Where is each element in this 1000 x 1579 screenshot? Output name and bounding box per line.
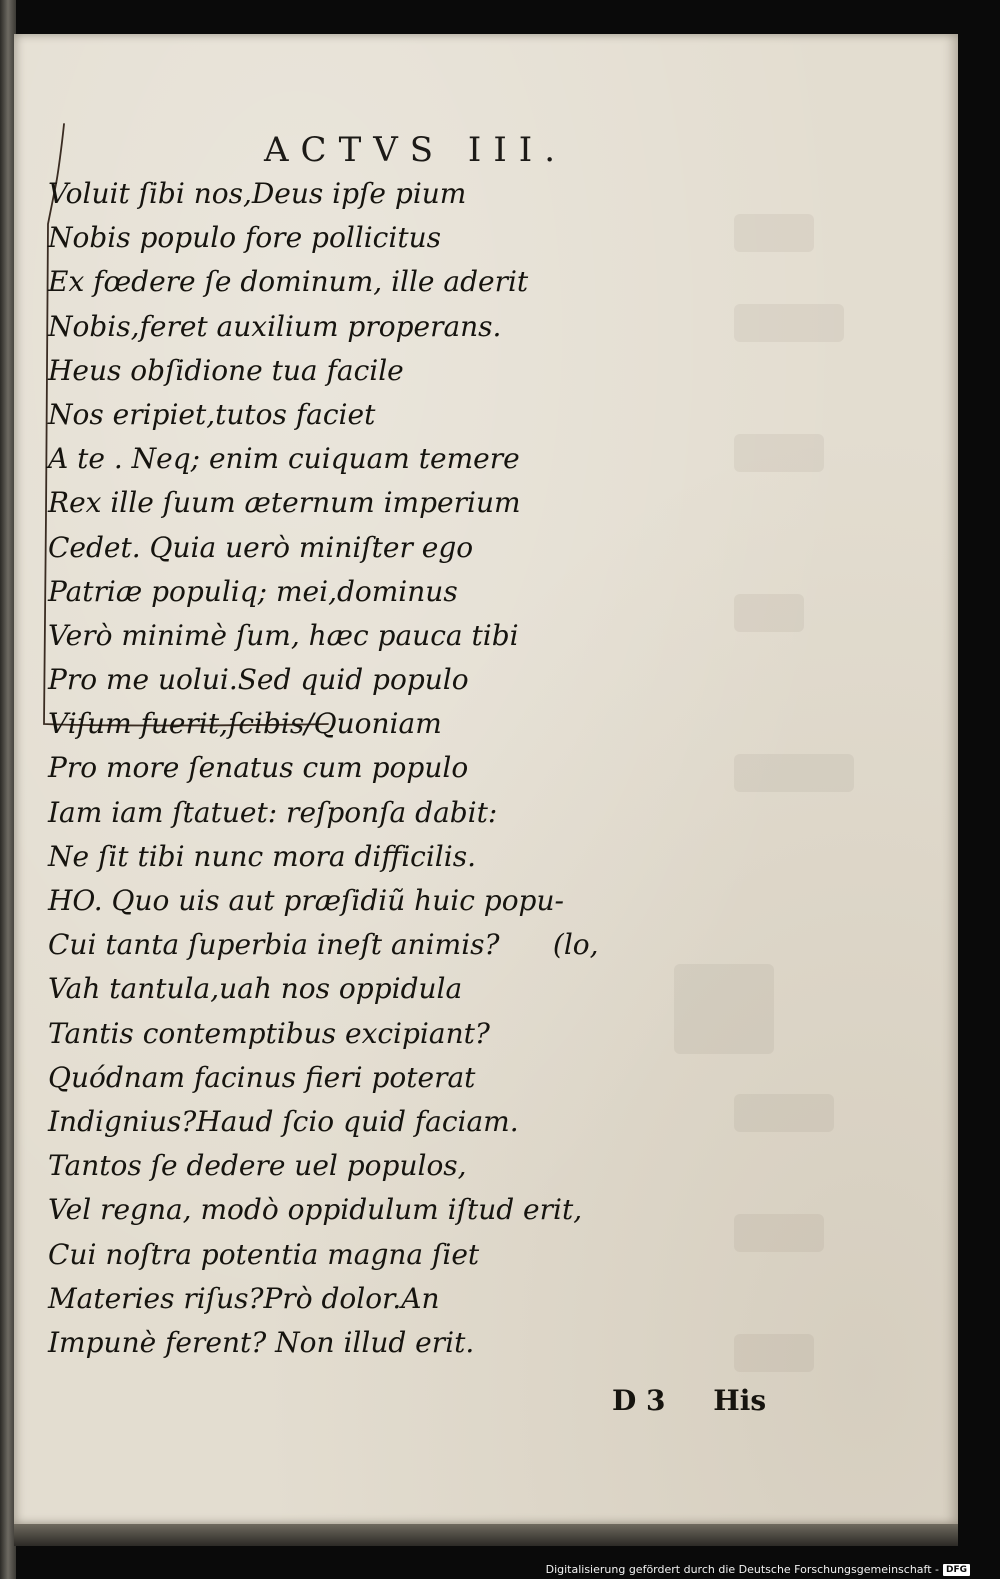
verse-line: Ne ſit tibi nunc mora difficilis. [48, 839, 476, 873]
running-head: ACTVS III. [264, 130, 567, 170]
verse-line: A te . Neq; enim cuiquam temere [48, 442, 520, 476]
digitization-credit [546, 1563, 970, 1576]
show-through-mark [734, 594, 804, 632]
verse-line: HO. Quo uis aut præſidiũ huic popu- [48, 884, 564, 917]
verse-line: Nobis,feret auxilium properans. [48, 309, 502, 343]
book-page [14, 34, 958, 1524]
verse-line: Pro more ſenatus cum populo [48, 751, 469, 785]
verse-line: Iam iam ſtatuet: reſponſa dabit: [48, 795, 498, 829]
verse-line: Verò minimè ſum, hæc pauca tibi [48, 618, 519, 652]
verse-line: Indignius?Haud ſcio quid faciam. [48, 1104, 519, 1138]
signature-mark: D 3 [612, 1384, 666, 1417]
dfg-logo-icon: DFG [943, 1564, 970, 1576]
verse-line: Tantis contemptibus excipiant? [48, 1016, 490, 1050]
verse-list [48, 172, 648, 1365]
verse-line: Ex fœdere ſe dominum, ille aderit [48, 265, 529, 299]
verse-line: Patriæ populiq; mei,dominus [48, 574, 458, 608]
verse-line: Impunè ferent? Non illud erit. [48, 1325, 475, 1359]
verse-line: Cui tanta ſuperbia ineſt animis? (lo, [48, 928, 599, 962]
show-through-mark [734, 304, 844, 342]
catchword: His [713, 1384, 767, 1417]
verse-line: Cui noſtra potentia magna ſiet [48, 1237, 480, 1271]
show-through-mark [674, 964, 774, 1054]
show-through-mark [734, 434, 824, 472]
verse-line: Viſum fuerit,ſcibis/Quoniam [48, 707, 442, 741]
verse-line: Rex ille ſuum æternum imperium [48, 486, 521, 520]
verse-line: Voluit ſibi nos,Deus ipſe pium [48, 177, 467, 210]
verse-line: Nobis populo fore pollicitus [48, 221, 441, 255]
verse-line: Tantos ſe dedere uel populos, [48, 1149, 467, 1183]
verse-line: Pro me uolui.Sed quid populo [48, 663, 469, 697]
verse-line: Nos eripiet,tutos faciet [48, 397, 376, 431]
show-through-mark [734, 1214, 824, 1252]
show-through-mark [734, 754, 854, 792]
verse-line: Heus obſidione tua facile [48, 353, 404, 387]
verse-line: Vel regna, modò oppidulum iſtud erit, [48, 1193, 583, 1227]
book-bottom-edge [14, 1524, 958, 1546]
credit-text: Digitalisierung gefördert durch die Deutsche Forschungsgemeinschaft - [545, 1563, 939, 1576]
show-through-mark [734, 1094, 834, 1132]
verse-line: Vah tantula,uah nos oppidula [48, 972, 463, 1006]
page-footer-catchwords [612, 1384, 766, 1417]
verse-line: Materies riſus?Prò dolor.An [48, 1281, 440, 1315]
verse-line: Quódnam facinus fieri poterat [48, 1060, 476, 1094]
show-through-mark [734, 214, 814, 252]
show-through-mark [734, 1334, 814, 1372]
verse-line: Cedet. Quia uerò miniſter ego [48, 530, 474, 564]
